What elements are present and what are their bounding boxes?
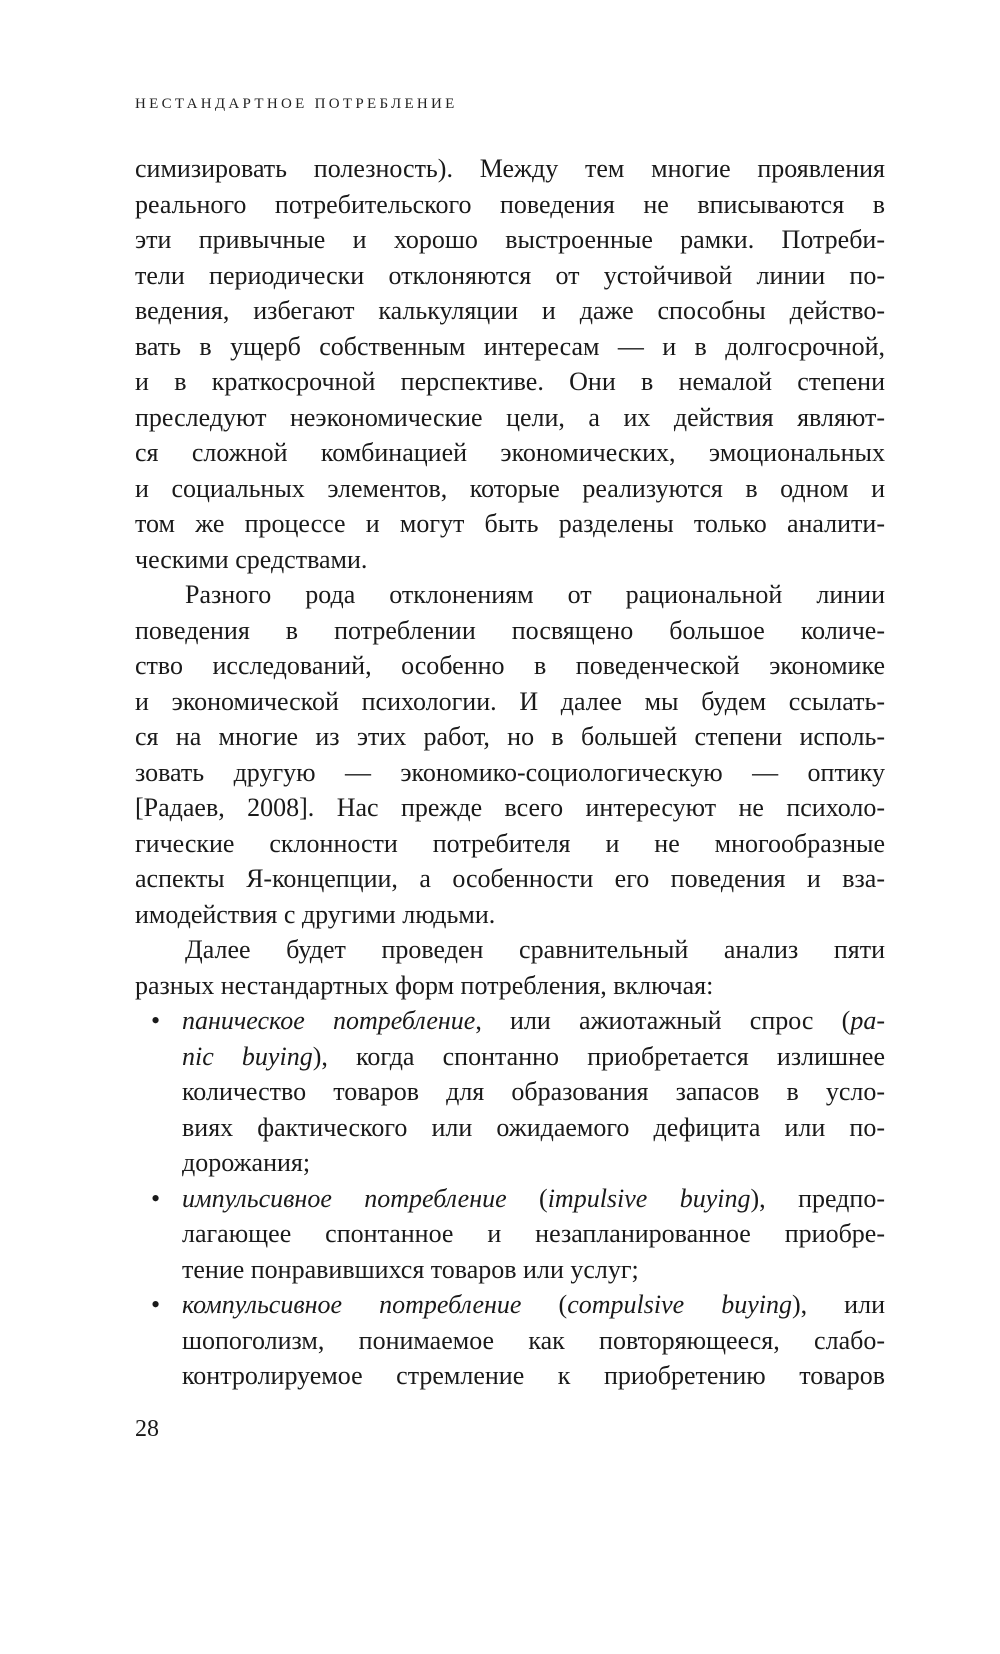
term: импульсивное потребление [182, 1183, 507, 1213]
text-line: гические склонности потребителя и не многообразные [135, 828, 885, 858]
list-item: • импульсивное потребление (impulsive buying), предпо- [135, 1181, 885, 1217]
list-item: • паническое потребление, или ажиотажный спрос (pa- [135, 1003, 885, 1039]
bullet-icon: • [151, 1006, 161, 1035]
text-line: и в краткосрочной перспективе. Они в немалой степени [135, 367, 885, 396]
text-line: преследуют неэкономические цели, а их действия являют- [135, 402, 885, 432]
text-line: ческими средствами. [135, 544, 368, 574]
text-line: ство исследований, особенно в поведенческой экономике [135, 651, 885, 680]
term: паническое потребление [182, 1006, 476, 1035]
body-text [135, 151, 885, 1394]
text-line: аспекты Я-концепции, а особенности его поведения и вза- [135, 864, 885, 893]
term-en: pa- [850, 1006, 885, 1035]
text-line: дорожания; [182, 1148, 311, 1177]
text-line: ведения, избегают калькуляции и даже способны действо- [135, 296, 885, 325]
page-number: 28 [135, 1416, 159, 1442]
term: компульсивное потребление [182, 1290, 522, 1319]
text-line: [Радаев, 2008]. Нас прежде всего интересуют не психоло- [135, 793, 885, 822]
text-line: разных нестандартных форм потребления, включая: [135, 970, 714, 1000]
term-en: impulsive buying [547, 1183, 751, 1213]
text-line: симизировать полезность). Между тем многие проявления [135, 154, 885, 183]
term-en: compulsive buying [567, 1290, 792, 1319]
text-line: контролируемое стремление к приобретению товаров [182, 1361, 885, 1390]
text-line: поведения в потреблении посвящено большое количе- [135, 615, 885, 645]
text-line: ся на многие из этих работ, но в большей степени исполь- [135, 722, 885, 751]
text-line: эти привычные и хорошо выстроенные рамки. Потреби- [135, 225, 885, 254]
text-line: nic buying), когда спонтанно приобретается излишнее [182, 1041, 885, 1071]
text-line: Далее будет проведен сравнительный анализ пяти [185, 935, 885, 964]
text-line: тели периодически отклоняются от устойчивой линии по- [135, 260, 885, 290]
text-line: количество товаров для образования запасов в усло- [182, 1077, 885, 1106]
text-line: и социальных элементов, которые реализуются в одном и [135, 473, 885, 503]
text-line: вать в ущерб собственным интересам — и в долгосрочной, [135, 331, 885, 361]
text-line: зовать другую — экономико-социологическую — оптику [135, 757, 885, 787]
bullet-icon: • [151, 1290, 161, 1319]
text-line: и экономической психологии. И далее мы будем ссылать- [135, 686, 885, 716]
list-item: • компульсивное потребление (compulsive buying), или [135, 1287, 885, 1323]
term-en: nic buying [182, 1041, 313, 1071]
text-line: реального потребительского поведения не вписываются в [135, 189, 885, 219]
text-line: лагающее спонтанное и незапланированное приобре- [182, 1219, 885, 1248]
text-line: том же процессе и могут быть разделены только аналити- [135, 509, 885, 538]
running-head: НЕСТАНДАРТНОЕ ПОТРЕБЛЕНИЕ [135, 96, 458, 112]
text-line: имодействия с другими людьми. [135, 899, 496, 929]
text-line: тение понравившихся товаров или услуг; [182, 1254, 639, 1284]
text-line: виях фактического или ожидаемого дефицита или по- [182, 1112, 885, 1142]
text-line: ся сложной комбинацией экономических, эмоциональных [135, 438, 885, 467]
text-line: шопоголизм, понимаемое как повторяющееся, слабо- [182, 1325, 885, 1355]
text-line: Разного рода отклонениям от рациональной линии [185, 580, 885, 609]
bullet-icon: • [151, 1183, 161, 1213]
